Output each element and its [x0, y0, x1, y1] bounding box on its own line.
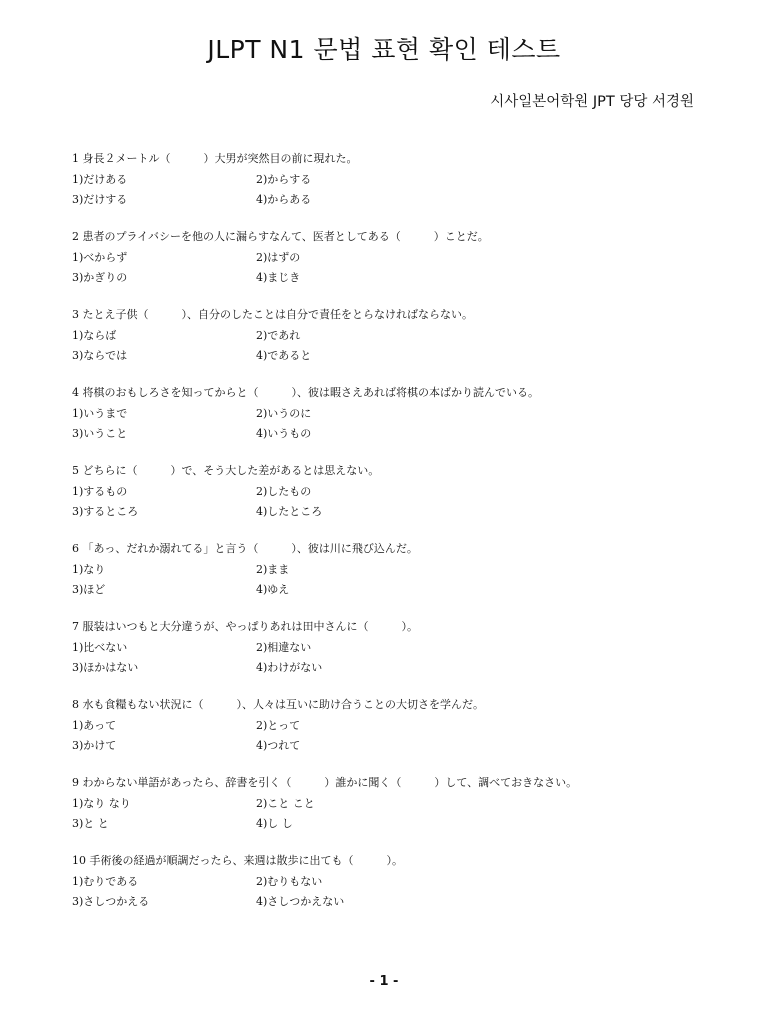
question-text: 9 わからない単語があったら、辞書を引く（ ）誰かに聞く（ ）して、調べておきなさい。	[72, 776, 578, 789]
option-3: 3)だけする	[72, 193, 128, 206]
option-3: 3)と と	[72, 817, 109, 830]
option-1: 1)だけある	[72, 173, 128, 186]
option-1: 1)なり	[72, 563, 106, 576]
option-3: 3)するところ	[72, 505, 139, 518]
option-4: 4)まじき	[256, 271, 301, 284]
option-1: 1)なり なり	[72, 797, 131, 810]
option-3: 3)いうこと	[72, 427, 128, 440]
option-1: 1)比べない	[72, 641, 128, 654]
option-2: 2)いうのに	[256, 407, 312, 420]
option-4: 4)したところ	[256, 505, 323, 518]
question-4	[72, 384, 712, 462]
option-4: 4)つれて	[256, 739, 301, 752]
question-2	[72, 228, 712, 306]
question-7	[72, 618, 712, 696]
page-number: - 1 -	[369, 974, 399, 989]
question-6	[72, 540, 712, 618]
option-4: 4)さしつかえない	[256, 895, 345, 908]
option-3: 3)かけて	[72, 739, 117, 752]
option-3: 3)ならでは	[72, 349, 128, 362]
option-3: 3)かぎりの	[72, 271, 128, 284]
question-text: 10 手術後の経過が順調だったら、来週は散歩に出ても（ ）。	[72, 854, 403, 867]
option-2: 2)はずの	[256, 251, 301, 264]
option-4: 4)し し	[256, 817, 293, 830]
question-3	[72, 306, 712, 384]
option-3: 3)ほど	[72, 583, 106, 596]
question-8	[72, 696, 712, 774]
option-1: 1)あって	[72, 719, 117, 732]
question-9	[72, 774, 712, 852]
option-2: 2)とって	[256, 719, 301, 732]
question-text: 4 将棋のおもしろさを知ってからと（ ）、彼は暇さえあれば将棋の本ばかり読んでいる。	[72, 386, 539, 399]
option-2: 2)相違ない	[256, 641, 312, 654]
option-4: 4)いうもの	[256, 427, 312, 440]
question-text: 6 「あっ、だれか溺れてる」と言う（ ）、彼は川に飛び込んだ。	[72, 542, 418, 555]
author-line: 시사일본어학원 JPT 당당 서경원	[490, 94, 694, 110]
question-5	[72, 462, 712, 540]
question-text: 3 たとえ子供（ ）、自分のしたことは自分で責任をとらなければならない。	[72, 308, 473, 321]
question-list	[72, 150, 712, 930]
option-4: 4)ゆえ	[256, 583, 290, 596]
question-text: 1 身長２メートル（ ）大男が突然目の前に現れた。	[72, 152, 358, 165]
option-1: 1)ならば	[72, 329, 117, 342]
question-10	[72, 852, 712, 930]
option-2: 2)むりもない	[256, 875, 323, 888]
option-2: 2)からする	[256, 173, 312, 186]
question-text: 7 服装はいつもと大分違うが、やっぱりあれは田中さんに（ ）。	[72, 620, 418, 633]
option-1: 1)するもの	[72, 485, 128, 498]
question-text: 5 どちらに（ ）で、そう大した差があるとは思えない。	[72, 464, 380, 477]
option-1: 1)べからず	[72, 251, 128, 264]
option-4: 4)わけがない	[256, 661, 323, 674]
option-1: 1)むりである	[72, 875, 139, 888]
question-text: 2 患者のプライバシーを他の人に漏らすなんて、医者としてある（ ）ことだ。	[72, 230, 489, 243]
option-2: 2)まま	[256, 563, 290, 576]
option-2: 2)したもの	[256, 485, 312, 498]
option-4: 4)からある	[256, 193, 312, 206]
option-3: 3)さしつかえる	[72, 895, 150, 908]
option-2: 2)であれ	[256, 329, 301, 342]
option-1: 1)いうまで	[72, 407, 128, 420]
question-text: 8 水も食糧もない状況に（ ）、人々は互いに助け合うことの大切さを学んだ。	[72, 698, 484, 711]
option-2: 2)こと こと	[256, 797, 315, 810]
option-3: 3)ほかはない	[72, 661, 139, 674]
option-4: 4)であると	[256, 349, 312, 362]
page-title: JLPT N1 문법 표현 확인 테스트	[207, 35, 561, 64]
question-1	[72, 150, 712, 228]
